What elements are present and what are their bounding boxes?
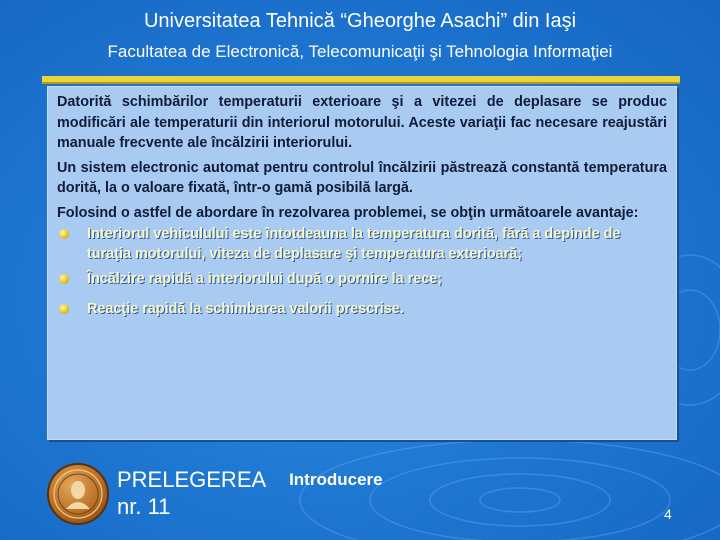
university-title: Universitatea Tehnică “Gheorghe Asachi” din Iaşi bbox=[143, 10, 577, 32]
lecture-number: nr. 11 bbox=[117, 494, 171, 519]
paragraph-2: Un sistem electronic automat pentru controlul încălzirii păstrează constantă temperatura dorită, la o valoare fixată, într-o gamă posibilă largă. bbox=[57, 159, 667, 197]
list-item bbox=[57, 269, 667, 290]
portrait-medallion-icon bbox=[49, 465, 107, 523]
content-panel bbox=[47, 86, 677, 440]
paragraph-1: Datorită schimbărilor temperaturii exterioare şi a vitezei de deplasare se produc modificări ale temperaturii din interiorul motorului. Aceste variaţii fac necesare reajustări manuale frecvente ale încălzirii interiorului. bbox=[57, 94, 667, 152]
bullet-text: Încălzire rapidă a interiorului după o pornire la rece; bbox=[87, 270, 443, 287]
list-item bbox=[57, 224, 667, 265]
lecture-topic: Introducere bbox=[289, 470, 383, 489]
paragraph-3: Folosind o astfel de abordare în rezolvarea problemei, se obţin următoarele avantaje: bbox=[57, 204, 639, 221]
accent-bar bbox=[42, 76, 680, 84]
bullet-dot-icon bbox=[59, 274, 69, 284]
faculty-title: Facultatea de Electronică, Telecomunicaţii şi Tehnologia Informaţiei bbox=[107, 42, 613, 61]
bullet-text: Reacţie rapidă la schimbarea valorii prescrise. bbox=[87, 301, 404, 318]
lecture-label bbox=[117, 466, 383, 520]
page-number: 4 bbox=[664, 506, 672, 522]
bullet-text: Interiorul vehiculului este întotdeauna la temperatura dorită, fără a depinde de turaţia motorului, viteza de deplasare şi temperatura exterioară; bbox=[87, 225, 621, 263]
list-item bbox=[57, 299, 667, 320]
content-text-block bbox=[57, 92, 667, 330]
lecture-title: PRELEGEREA bbox=[117, 467, 265, 492]
university-seal-logo bbox=[47, 463, 109, 525]
bullet-dot-icon bbox=[59, 229, 69, 239]
bullet-dot-icon bbox=[59, 304, 69, 314]
advantages-list bbox=[57, 224, 667, 320]
